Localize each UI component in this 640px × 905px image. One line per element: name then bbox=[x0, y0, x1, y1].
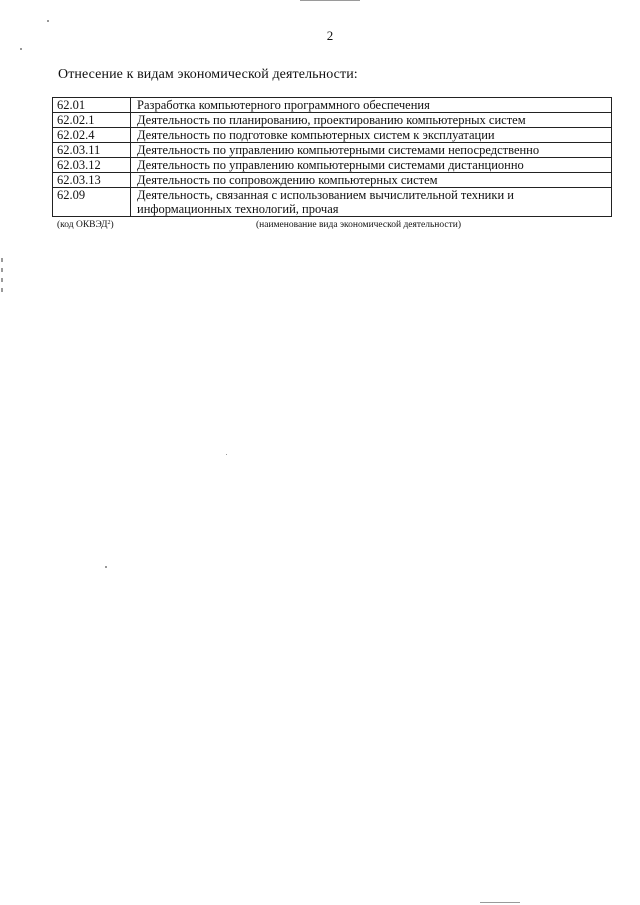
okved-name: Деятельность по сопровождению компьютерных систем bbox=[131, 173, 612, 188]
scan-speck bbox=[105, 566, 107, 568]
okved-name: Деятельность по управлению компьютерными системами дистанционно bbox=[131, 158, 612, 173]
table-row bbox=[53, 188, 612, 217]
table-row bbox=[53, 128, 612, 143]
section-heading: Отнесение к видам экономической деятельности: bbox=[58, 67, 358, 82]
okved-code: 62.03.11 bbox=[53, 143, 131, 158]
okved-code: 62.02.1 bbox=[53, 113, 131, 128]
okved-code-caption-close: ) bbox=[110, 220, 114, 230]
scan-speck bbox=[226, 454, 227, 455]
scan-speck bbox=[20, 48, 22, 50]
okved-name: Деятельность по планированию, проектированию компьютерных систем bbox=[131, 113, 612, 128]
scan-edge-mark bbox=[1, 278, 3, 282]
okved-name: Деятельность по подготовке компьютерных систем к эксплуатации bbox=[131, 128, 612, 143]
page-number: 2 bbox=[326, 28, 334, 43]
okved-code: 62.01 bbox=[53, 98, 131, 113]
okved-table bbox=[52, 97, 612, 217]
activity-name-caption: (наименование вида экономической деятельности) bbox=[256, 220, 461, 230]
scan-speck bbox=[47, 20, 49, 22]
okved-name: Деятельность по управлению компьютерными системами непосредственно bbox=[131, 143, 612, 158]
scan-edge-mark bbox=[300, 0, 360, 1]
table-row bbox=[53, 173, 612, 188]
okved-name: Разработка компьютерного программного обеспечения bbox=[131, 98, 612, 113]
okved-code: 62.03.13 bbox=[53, 173, 131, 188]
okved-code-caption-text: (код ОКВЭД bbox=[57, 220, 108, 230]
table-row bbox=[53, 98, 612, 113]
okved-code-caption bbox=[57, 220, 114, 230]
okved-code: 62.02.4 bbox=[53, 128, 131, 143]
okved-code: 62.03.12 bbox=[53, 158, 131, 173]
okved-name-line: информационных технологий, прочая bbox=[137, 202, 339, 216]
table-row bbox=[53, 158, 612, 173]
table-row bbox=[53, 143, 612, 158]
okved-name bbox=[131, 188, 612, 217]
footnote-marker: 2 bbox=[107, 220, 111, 226]
scan-edge-mark bbox=[480, 902, 520, 903]
scan-edge-mark bbox=[1, 258, 3, 262]
scan-edge-mark bbox=[1, 288, 3, 292]
table-row bbox=[53, 113, 612, 128]
scan-edge-mark bbox=[1, 268, 3, 272]
okved-code: 62.09 bbox=[53, 188, 131, 217]
okved-name-line: Деятельность, связанная с использованием вычислительной техники и bbox=[137, 188, 514, 202]
